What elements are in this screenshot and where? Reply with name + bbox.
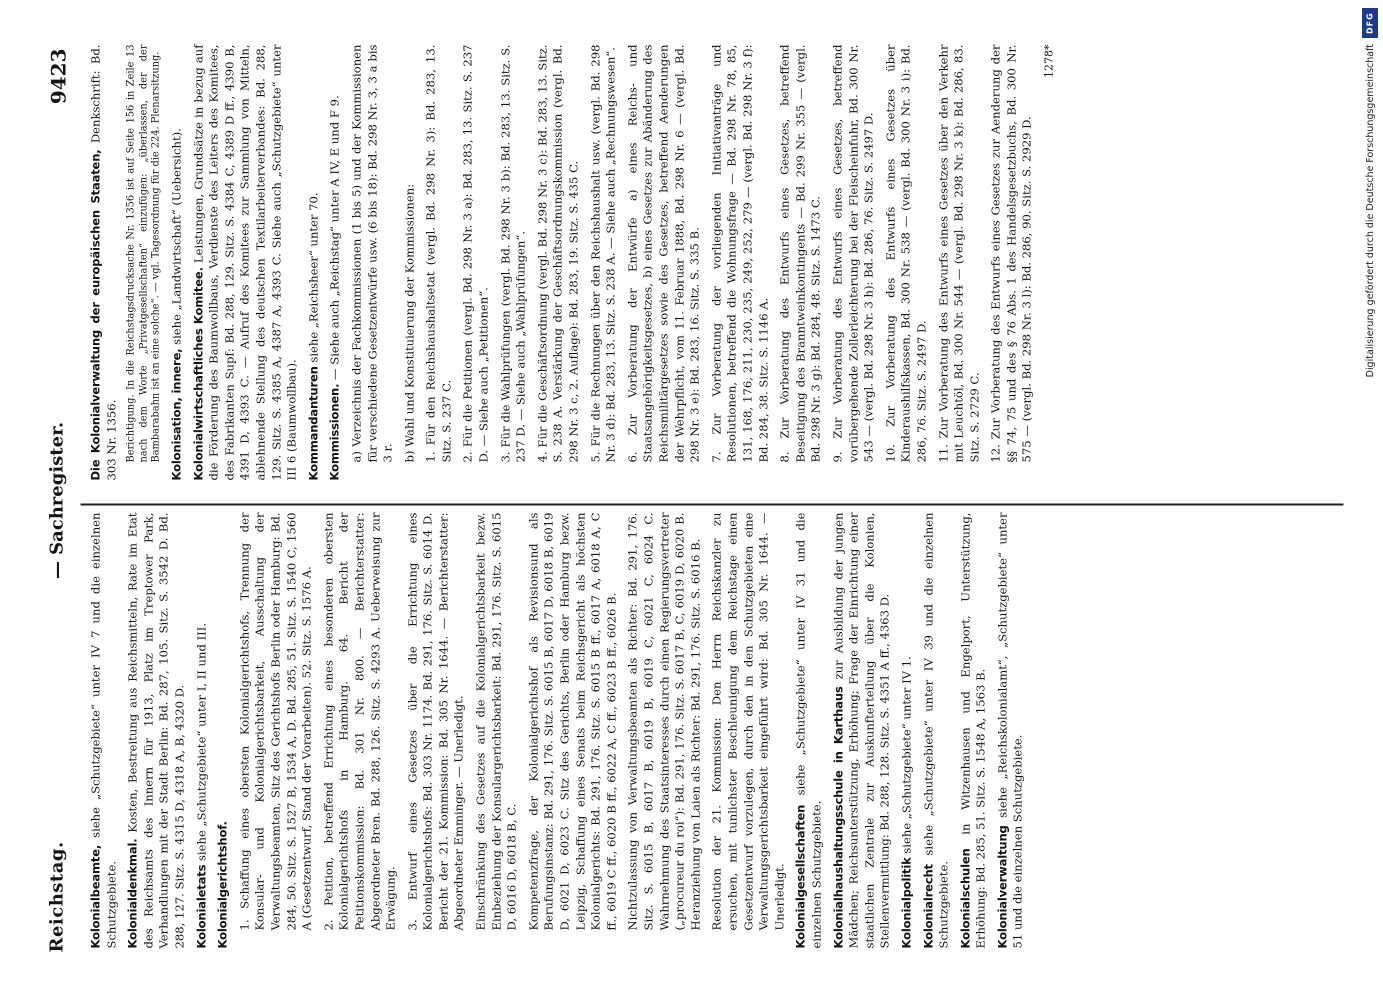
column-divider: [80, 504, 1343, 506]
index-entry: [191, 44, 300, 480]
index-entry: [625, 512, 703, 948]
entry-text: 5. Für die Rechnungen über den Reichshaushalt usw. (vergl. Bd. 298 Nr. 3 d): Bd. 283, 13. Sitz. S. 238 A. — Siehe auch „Rechnungswesen“.: [587, 44, 618, 462]
entry-keyword: Kommandanturen: [305, 365, 320, 480]
entry-text: 9. Zur Vorberatung des Entwurfs eines Gesetzes, betreffend vorübergehende Zollerleichterung bei der Fleischeinfuhr, Bd. 300 Nr. 543 — (vergl. Bd. 298 Nr. 3 h): Bd. 286, 76. Sitz. S. 2497 D.: [829, 44, 876, 462]
entry-text: Berichtigung. In die Reichstagsdrucksache Nr. 1356 ist auf Seite 156 in Zeile 13 nach dem Worte „Privatgesellschaften“ einzufügen: „überlassen, der der Bambarabahn ist an eine solche“. — vgl. Tagesordnung für die 224. Plenarsitzung.: [125, 44, 162, 462]
entry-text: siehe „Reichsheer“ unter 70.: [305, 191, 320, 366]
page-number: 9423: [46, 48, 70, 104]
entry-keyword: Kolonialpolitik: [898, 856, 913, 948]
entry-text: 1. Schaffung eines obersten Kolonialgerichtshofs, Trennung der Konsular- und Kolonialgerichtsbarkeit, Ausschaltung der Verwaltungsbeamten, Sitz des Gerichtshofs Berlin oder Hamburg: Bd. 284, 50. Sitz. S. 1527 B, 1534 A, D. Bd. 285, 51. Sitz. S. 1540 C, 1560 A (Gesetzentwurf, Stand der Vorarbeiten). 52. Sitz. S. 1576 A.: [236, 512, 314, 930]
index-entry: [995, 512, 1026, 948]
entry-text: 3. Entwurf eines Gesetzes über die Errichtung eines Kolonialgerichtshofs: Bd. 303 Nr. 1174. Bd. 291, 176. Sitz. S. 6014 D. Bericht der 21. Kommission: Bd. 305 Nr. 1644. — Berichterstatter: Abgeordneter Emminger. — Unerledigt.: [404, 512, 466, 930]
index-entry: [423, 44, 454, 480]
page-mark: 1278*: [1042, 44, 1056, 78]
dfg-logo: DFG: [1362, 8, 1378, 38]
entry-text: — Siehe auch „Reichstag“ unter A IV, E und F 9.: [327, 94, 342, 384]
index-entry: [88, 44, 119, 480]
index-entry: [349, 44, 396, 480]
entry-text: Nichtzulassung von Verwaltungsbeamten als Richter: Bd. 291, 176. Sitz. S. 6015 B, 6017 B, 6019 B, 6019 C, 6021 C, 6024 C. Wahrnehmung des Staatsinteresses durch einen Regierungsvertreter („procureur du roi“): Bd. 291, 176. Sitz. S. 6017 B, C, 6019 D, 6020 B. Heranziehung von Laien als Richter: Bd. 291, 176. Sitz. S. 6016 B.: [625, 512, 702, 930]
entry-keyword: Kolonisation, innere,: [168, 348, 183, 480]
entry-text: 7. Zur Vorberatung der vorliegenden Initiativanträge und Resolutionen, betreffend die Wohnungsfrage — Bd. 298 Nr. 78, 85, 131, 168, 176, 211, 230, 235, 249, 252, 279 — (vergl. Bd. 298 Nr. 3 f): Bd. 284, 38. Sitz. S. 1146 A.: [708, 44, 770, 462]
left-column: [88, 512, 1032, 948]
index-entry: [327, 44, 343, 480]
entry-text: 2. Petition, betreffend Errichtung eines besonderen obersten Kolonialgerichtshofs in Hamburg. 64. Bericht der Petitionskommission: Bd. 301 Nr. 800. — Berichterstatter: Abgeordneter Bren. Bd. 288, 126. Sitz. S. 4293 A. Ueberweisung zur Erwägung.: [320, 512, 398, 930]
entry-text: 3. Für die Wahlprüfungen (vergl. Bd. 298 Nr. 3 b): Bd. 283, 13. Sitz. S. 237 D. — Siehe auch „Wahlprüfungen“.: [497, 44, 528, 462]
index-entry: [921, 512, 952, 948]
entry-text: siehe „Schutzgebiete“ unter IV 7 und die einzelnen Schutzgebiete.: [88, 512, 118, 948]
index-entry: [588, 44, 619, 480]
entry-text: siehe „Reichskolonialamt“, „Schutzgebiete“ unter 51 und die einzelnen Schutzgebiete.: [994, 512, 1025, 948]
index-entry: [793, 512, 824, 948]
entry-text: a) Verzeichnis der Fachkommissionen (1 bis 5) und der Kommissionen für verschiedene Gesetzentwürfe usw. (6 bis 18): Bd. 298 Nr. 3, 3 a bis 3 r.: [348, 44, 395, 462]
entry-text: Kompetenzfrage, der Kolonialgerichtshof als Revisionsund als Berufungsinstanz: Bd. 291, 176. Sitz. S. 6015 B, 6017 D, 6018 B, 6019 D, 6021 D, 6023 C. Sitz des Gerichts, Berlin oder Hamburg bezw. Leipzig, Schaffung eines Senats beim Reichsgericht als höchsten Kolonialgerichts: Bd. 291, 176. Sitz. S. 6015 B ff., 6017 A, 6018 A, C ff., 6019 C ff., 6020 B ff., 6022 A, C ff., 6023 B ff., 6026 B.: [525, 512, 618, 930]
entry-keyword: Kolonialdenkmal.: [125, 838, 140, 948]
entry-text: siehe „Schutzgebiete“ unter I, II und III.: [193, 622, 208, 865]
entry-keyword: Kolonialbeamte,: [88, 844, 102, 948]
entry-text: Resolution der 21. Kommission: Den Herrn Reichskanzler zu ersuchen, mit tunlichster Beschleunigung dem Reichstage einen Gesetzentwurf vorzulegen, durch den in den Schutzgebieten eine Verwaltungsgerichtsbarkeit eingeführt wird: Bd. 305 Nr. 1644. — Unerledigt.: [709, 512, 786, 930]
entry-text: 10. Zur Vorberatung des Entwurfs eines Gesetzes über Kinderaushilfskassen, Bd. 300 Nr. 538 — (vergl. Bd. 300 Nr. 3 i): Bd. 286, 76. Sitz. S. 2497 D.: [882, 44, 928, 462]
index-entry: [958, 512, 989, 948]
index-entry: [830, 44, 877, 480]
index-entry: [405, 512, 467, 948]
entry-keyword: Kolonialgerichtshof.: [215, 820, 230, 948]
entry-text: 6. Zur Vorberatung der Entwürfe a) eines Reichs- und Staatsangehörigkeitsgesetzes, b) eines Gesetzes zur Abänderung des Reichsmilitärgesetzes sowie des Gesetzes, betreffend Aenderungen der Wehrpflicht, vom 11. Februar 1888, Bd. 298 Nr. 6 — (vergl. Bd. 298 Nr. 3 e): Bd. 283, 16. Sitz. S. 335 B.: [624, 44, 702, 462]
index-entry: [237, 512, 315, 948]
index-entry: [535, 44, 582, 480]
entry-text: Denkschrift: Bd. 303 Nr. 1356.: [88, 44, 118, 480]
entry-text: Kosten, Bestreitung aus Reichsmitteln, Rate im Etat des Reichsamts des Innern für 1913, Platz im Treptower Park, Verhandlungen mit der Stadt Berlin: Bd. 287, 105. Sitz. S. 3542 D. Bd. 288, 127. Sitz. S. 4315 D, 4318 A, B, 4320 D.: [125, 512, 186, 948]
index-entry: [321, 512, 399, 948]
index-entry: [306, 44, 322, 480]
entry-keyword: Die Kolonialverwaltung der europäischen Staaten,: [88, 149, 102, 480]
header-left: Reichstag.: [46, 840, 67, 952]
entry-keyword: Kolonialhaushaltungsschule in Karthaus: [830, 685, 845, 948]
entry-keyword: Kommissionen.: [327, 383, 342, 480]
index-entry: [460, 44, 491, 480]
index-entry: [988, 44, 1035, 480]
index-entry: [831, 512, 893, 948]
entry-keyword: Kolonialetats: [193, 864, 208, 948]
entry-text: 12. Zur Vorberatung des Entwurfs eines Gesetzes zur Aenderung der §§ 74, 75 und des § 76 Abs. 1 des Handelsgesetzbuchs, Bd. 300 Nr. 575 — (vergl. Bd. 298 Nr. 3 l): Bd. 286, 90. Sitz. S. 2929 D.: [988, 44, 1034, 462]
index-entry: [526, 512, 620, 948]
page-header: [40, 48, 80, 952]
entry-keyword: Kolonialverwaltung: [994, 824, 1009, 948]
entry-text: siehe „Schutzgebiete“ unter IV 1.: [898, 655, 913, 857]
index-entry: [899, 512, 915, 948]
entry-text: 11. Zur Vorberatung des Entwurfs eines Gesetzes über den Verkehr mit Leuchtöl, Bd. 300 Nr. 544 — (vergl. Bd. 298 Nr. 3 k): Bd. 286, 83. Sitz. S. 2729 C.: [935, 44, 981, 462]
index-entry: [498, 44, 529, 480]
entry-text: 8. Zur Vorberatung des Entwurfs eines Gesetzes, betreffend Beseitigung des Branntweinkontingents — Bd. 299 Nr. 355 — (vergl. Bd. 298 Nr. 3 g): Bd. 284, 48. Sitz. S. 1473 C.: [777, 44, 823, 462]
entry-keyword: Kolonialschulen: [957, 847, 972, 948]
index-entry: [215, 512, 231, 948]
entry-text: 1. Für den Reichshaushaltsetat (vergl. Bd. 298 Nr. 3): Bd. 283, 13. Sitz. S. 237 C.: [423, 44, 453, 462]
header-center: — Sachregister.: [46, 421, 67, 579]
entry-text: in Witzenhausen und Engelport, Unterstützung, Erhöhung: Bd. 285, 51. Sitz. S. 1548 A, 1563 B.: [957, 512, 988, 948]
entry-keyword: Kolonialrecht: [920, 863, 935, 948]
index-entry: [883, 44, 930, 480]
right-column: [88, 44, 1057, 480]
index-entry: [936, 44, 983, 480]
entry-keyword: Kolonialwirtschaftliches Komitee.: [190, 266, 205, 480]
index-entry: [709, 512, 787, 948]
index-entry: [88, 512, 119, 948]
index-entry: [125, 512, 187, 948]
entry-text: Leistungen, Grundsätze in bezug auf die Förderung des Baumwollbaus, Verdienste des Leiters des Komitees, des Fabrikanten Supf: Bd. 288, 129. Sitz. S. 4384 C, 4389 D ff., 4390 B, 4391 D, 4393 C. — Aufruf des Komitees zur Sammlung von Mitteln, ablehnende Stellung des deutschen Textilarbeiterverbandes: Bd. 288, 129. Sitz. S. 4385 A, 4387 A, 4393 C. Siehe auch „Schutzgebiete“ unter III 6 (Baumwollbau).: [190, 44, 299, 480]
entry-text: siehe „Schutzgebiete“ unter IV 31 und die einzelnen Schutzgebiete.: [793, 512, 823, 948]
index-entry: [473, 512, 520, 948]
digitization-note: Digitalisierung gefördert durch die Deutsche Forschungsgemeinschaft: [1365, 44, 1376, 378]
index-entry: [402, 44, 418, 480]
index-entry: [194, 512, 210, 948]
entry-text: 2. Für die Petitionen (vergl. Bd. 298 Nr. 3 a): Bd. 283, 13. Sitz. S. 237 D. — Siehe auch „Petitionen“.: [460, 44, 491, 462]
entry-text: Einschränkung des Gesetzes auf die Kolonialgerichtsbarkeit bezw. Einbeziehung der Konsulargerichtsbarkeit: Bd. 291, 176. Sitz. S. 6015 D, 6016 D, 6018 B, C.: [473, 512, 519, 930]
entry-text: b) Wahl und Konstituierung der Kommissionen:: [401, 183, 416, 462]
entry-text: 4. Für die Geschäftsordnung (vergl. Bd. 298 Nr. 3 c): Bd. 283, 13. Sitz. S. 238 A. Verstärkung der Geschäftsordnungskommission (vergl. Bd. 298 Nr. 3 c, 2. Auflage): Bd. 283, 19. Sitz. S. 435 C.: [534, 44, 581, 462]
entry-text: siehe „Schutzgebiete“ unter IV 39 und die einzelnen Schutzgebiete.: [920, 512, 951, 948]
entry-text: zur Ausbildung der jungen Mädchen; Reichsunterstützung, Erhöhung; Frage der Einrichtung einer staatlichen Zentrale zur Auskunfterteilung über die Kolonien, Stellenvermittlung: Bd. 288, 128. Sitz. S. 4351 A ff., 4363 D.: [830, 512, 892, 948]
entry-text: siehe „Landwirtschaft“ (Uebersicht).: [168, 127, 183, 349]
index-entry: [625, 44, 703, 480]
index-entry: [777, 44, 824, 480]
index-entry: [169, 44, 185, 480]
entry-keyword: Kolonialgesellschaften: [793, 804, 808, 948]
index-entry: [125, 44, 163, 480]
index-entry: [709, 44, 771, 480]
